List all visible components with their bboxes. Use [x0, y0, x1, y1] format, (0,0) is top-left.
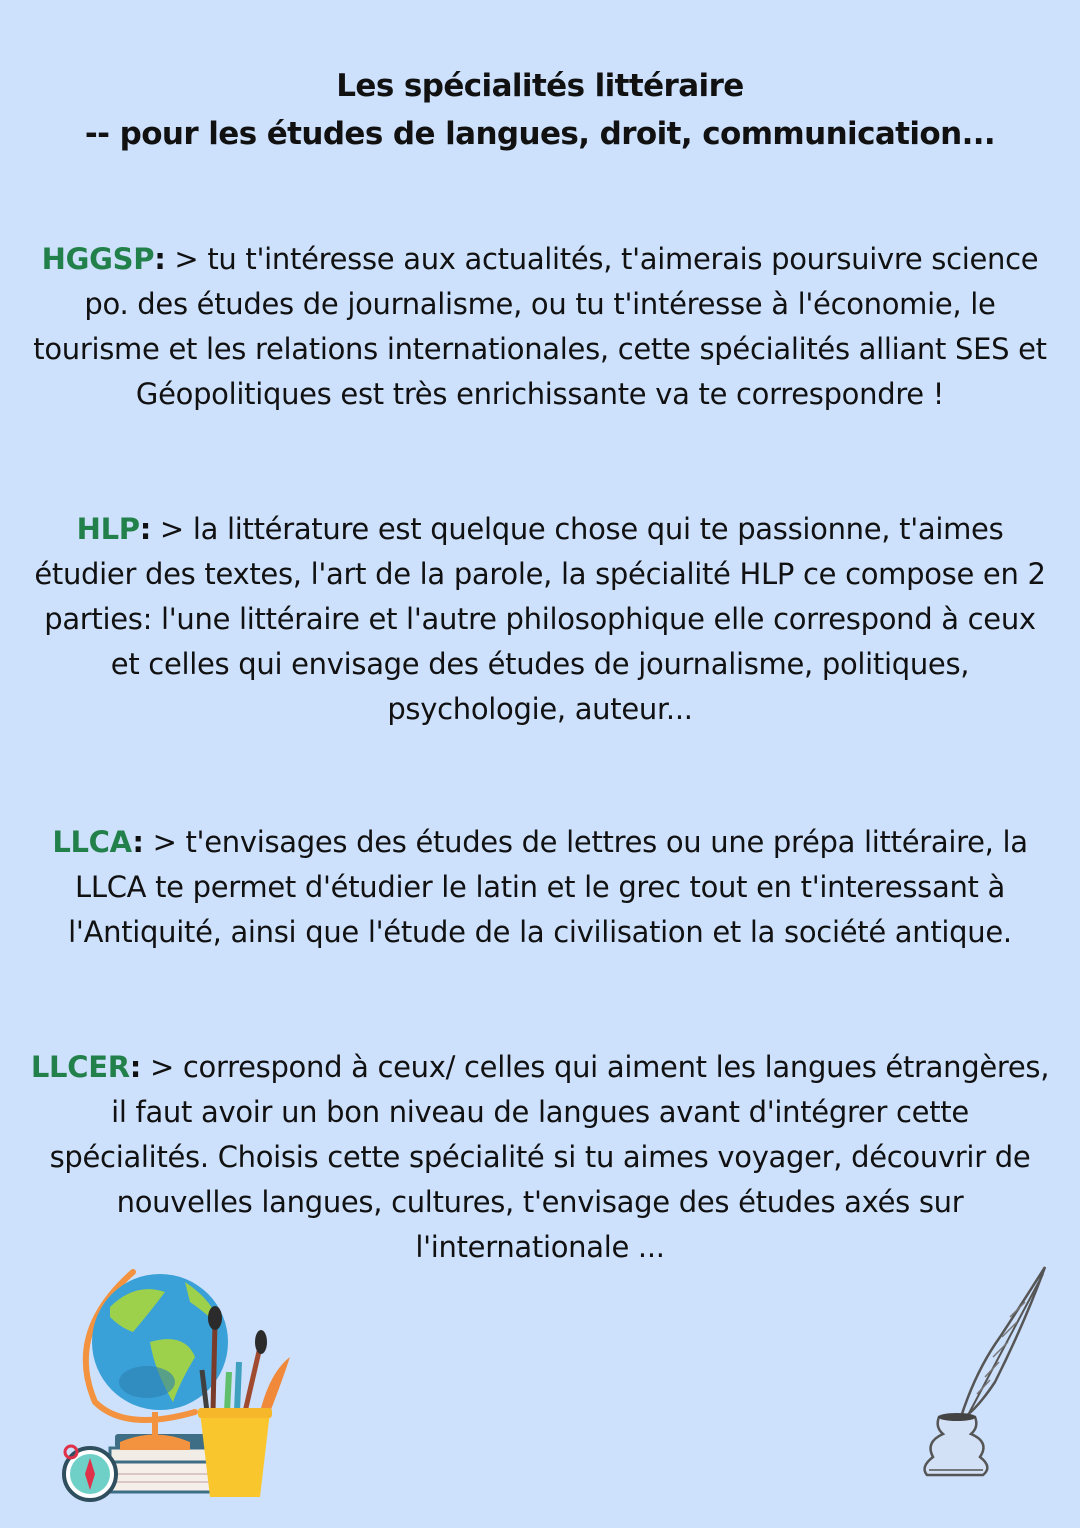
- section-text: > correspond à ceux/ celles qui aiment les langues étrangères, il faut avoir un bon niveau de langues avant d'intégrer cette spécialités. Choisis cette spécialité si tu aimes voyager, découvrir de nouvelles langues, cultures, t'envisage des études axés sur l'internationale ...: [49, 1050, 1050, 1264]
- title-line-1: Les spécialités littéraire: [336, 68, 744, 104]
- section-colon: :: [129, 1050, 142, 1084]
- section-text: > la littérature est quelque chose qui te passionne, t'aimes étudier des textes, l'art de la parole, la spécialité HLP ce compose en 2 parties: l'une littéraire et l'autre philosophique elle correspond à ceux et celles qui envisage des études de journalisme, politiques, psychologie, auteur...: [34, 512, 1046, 726]
- section-text: > tu t'intéresse aux actualités, t'aimerais poursuivre science po. des études de journalisme, ou tu t'intéresse à l'économie, le tourisme et les relations internationales, cette spécialités alliant SES et Géopolitiques est très enrichissante va te correspondre !: [33, 242, 1047, 411]
- title-line-2: -- pour les études de langues, droit, communication...: [84, 116, 996, 152]
- section-text: > t'envisages des études de lettres ou une prépa littéraire, la LLCA te permet d'étudier le latin et le grec tout en t'interessant à l'Antiquité, ainsi que l'étude de la civilisation et la société antique.: [68, 825, 1028, 949]
- section-label: LLCA: [52, 825, 133, 859]
- section-colon: :: [154, 242, 166, 276]
- section-label: HLP: [76, 512, 140, 546]
- section-label: LLCER: [30, 1050, 130, 1084]
- section-llca: [30, 820, 1050, 955]
- globe-books-pencils-icon: [55, 1262, 305, 1512]
- section-colon: :: [132, 825, 144, 859]
- section-colon: :: [139, 512, 152, 546]
- section-hlp: [30, 507, 1050, 732]
- section-hggsp: [30, 237, 1050, 417]
- section-label: HGGSP: [41, 242, 155, 276]
- section-llcer: [30, 1045, 1050, 1270]
- page-title: [0, 62, 1080, 158]
- quill-inkwell-icon: [905, 1262, 1055, 1487]
